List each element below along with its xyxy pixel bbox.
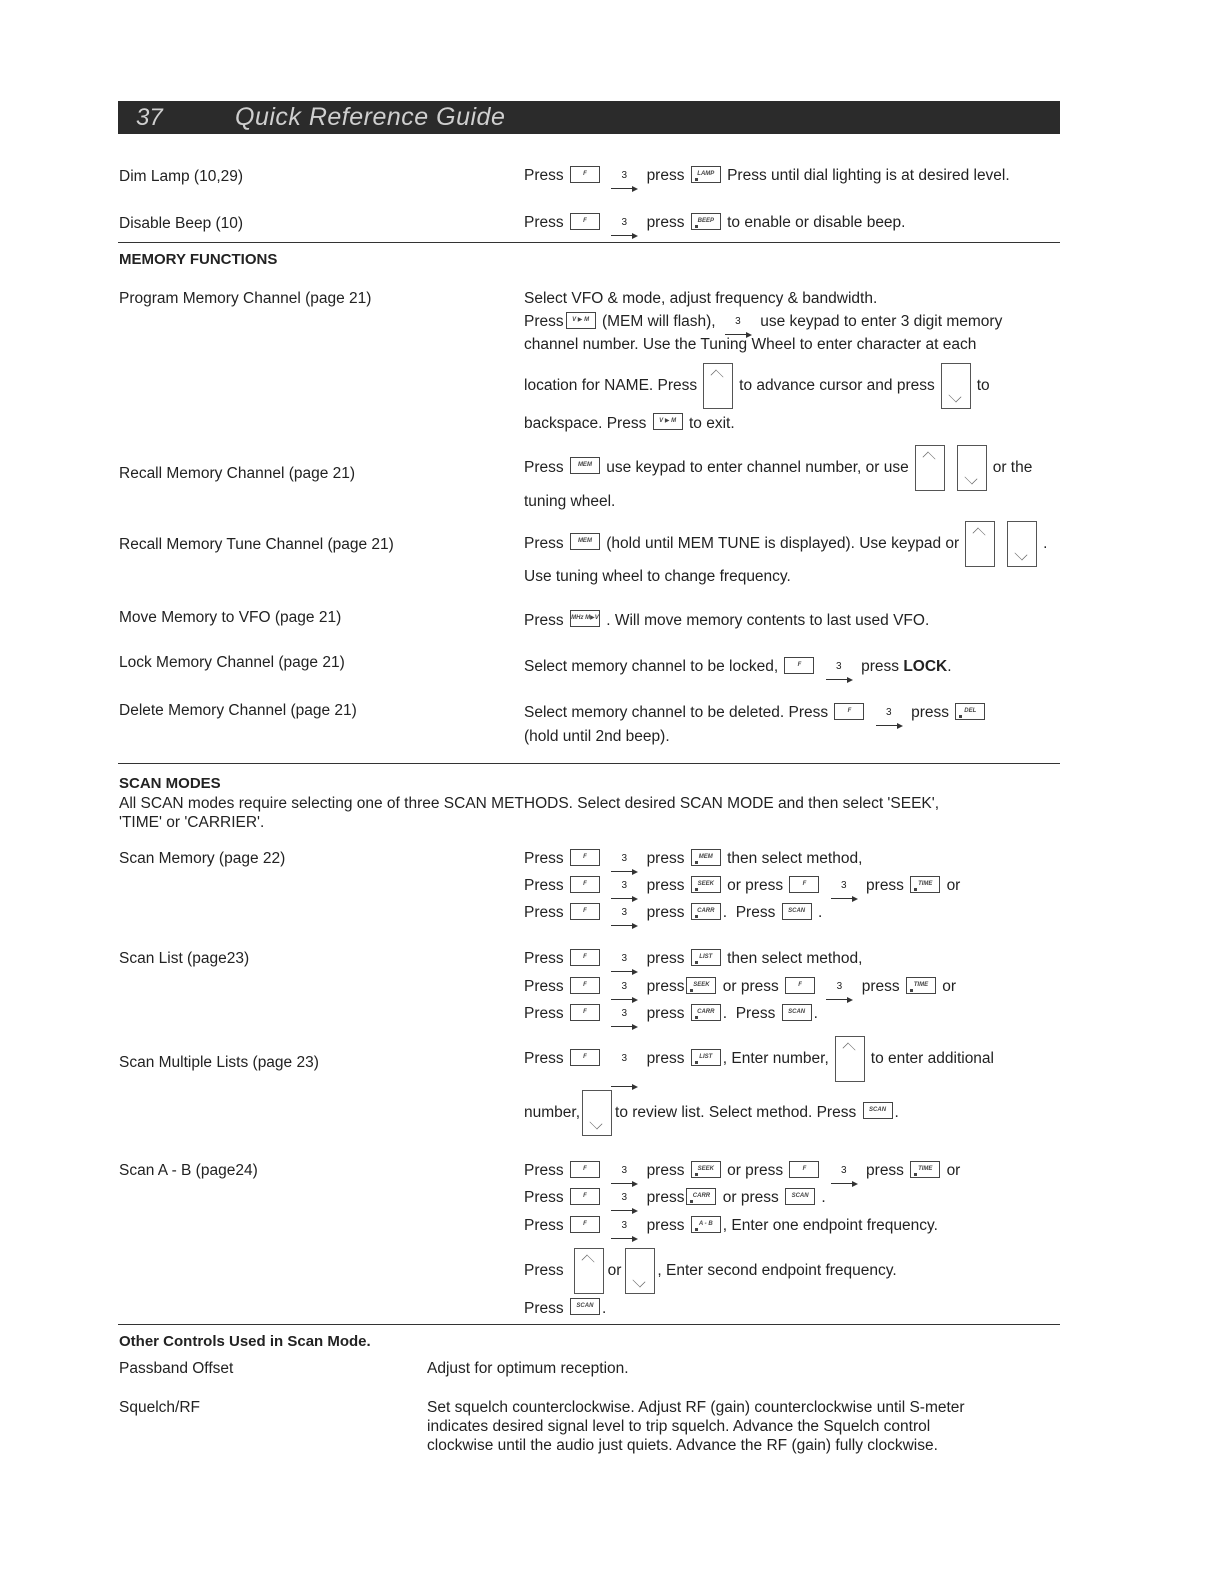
carr-key-icon: CARR [686, 1188, 716, 1205]
carr-key-icon: CARR [691, 903, 721, 920]
f-key-icon: F [570, 903, 600, 920]
section-scan-modes: SCAN MODES [119, 775, 221, 792]
arrow-3-icon: 3 [874, 703, 904, 723]
arrow-3-icon: 3 [609, 1188, 639, 1208]
f-key-icon: F [570, 949, 600, 966]
time-key-icon: TIME [910, 1161, 940, 1178]
list-key-icon: LIST [691, 1049, 721, 1066]
scan-list-line-3: Press F 3 press CARR . Press SCAN . [524, 1005, 818, 1023]
scan-memory-line-2: Press F 3 press SEEK or press F 3 press TIME or [524, 877, 961, 895]
instr-dim-lamp: Press F 3 press LAMP Press until dial lighting is at desired level. [524, 167, 1010, 185]
seek-key-icon: SEEK [686, 977, 716, 994]
arrow-3-icon: 3 [609, 1004, 639, 1024]
instr-delete-memory-2: (hold until 2nd beep). [524, 728, 670, 745]
divider [118, 242, 1060, 243]
scan-key-icon: SCAN [782, 903, 812, 920]
recall-tune-line-2: Use tuning wheel to change frequency. [524, 568, 791, 585]
scan-multi-line-1: Press F 3 press LIST , Enter number, to enter additional [524, 1034, 994, 1084]
arrow-3-icon: 3 [829, 1161, 859, 1181]
f-key-icon: F [570, 1161, 600, 1178]
program-line-1: Select VFO & mode, adjust frequency & bandwidth. [524, 290, 878, 307]
seek-key-icon: SEEK [691, 876, 721, 893]
scan-intro-line-2: 'TIME' or 'CARRIER'. [119, 814, 265, 831]
divider [118, 763, 1060, 764]
instr-delete-memory-1: Select memory channel to be deleted. Press F 3 press DEL [524, 703, 987, 723]
label-scan-memory: Scan Memory (page 22) [119, 850, 286, 867]
arrow-3-icon: 3 [609, 903, 639, 923]
scan-ab-line-4: Press or , Enter second endpoint frequency. [524, 1246, 897, 1296]
arrow-3-icon: 3 [609, 1034, 639, 1084]
seek-key-icon: SEEK [691, 1161, 721, 1178]
up-arrow-key-icon [574, 1248, 604, 1294]
scan-key-icon: SCAN [570, 1298, 600, 1315]
down-arrow-key-icon [957, 445, 987, 491]
v-to-m-key-icon: V ▶ M [566, 312, 596, 329]
beep-key-icon: BEEP [691, 213, 721, 230]
f-key-icon: F [570, 1188, 600, 1205]
scan-ab-line-2: Press F 3 press CARR or press SCAN . [524, 1189, 826, 1207]
label-recall-memory: Recall Memory Channel (page 21) [119, 465, 356, 482]
page-number: 37 [136, 104, 163, 131]
scan-ab-line-5: Press SCAN . [524, 1300, 607, 1317]
f-key-icon: F [570, 1004, 600, 1021]
arrow-3-icon: 3 [609, 876, 639, 896]
instr-lock-memory: Select memory channel to be locked, F 3 press LOCK. [524, 658, 952, 676]
up-arrow-key-icon [965, 521, 995, 567]
page-title: Quick Reference Guide [235, 103, 506, 131]
scan-intro-line-1: All SCAN modes require selecting one of three SCAN METHODS. Select desired SCAN MODE and then select 'SEEK', [119, 795, 940, 812]
scan-key-icon: SCAN [782, 1004, 812, 1021]
recall-tune-line-1: Press MEM (hold until MEM TUNE is displayed). Use keypad or . [524, 519, 1047, 569]
instr-move-memory: Press MHz M▶V . Will move memory contents to last used VFO. [524, 612, 930, 629]
program-line-2: Press V ▶ M (MEM will flash), 3 use keypad to enter 3 digit memory [524, 313, 1003, 331]
label-scan-list: Scan List (page23) [119, 950, 250, 967]
v-to-m-key-icon: V ▶ M [653, 413, 683, 430]
label-dim-lamp: Dim Lamp (10,29) [119, 168, 244, 185]
del-key-icon: DEL [955, 703, 985, 720]
label-scan-ab: Scan A - B (page24) [119, 1162, 258, 1179]
down-arrow-key-icon [625, 1248, 655, 1294]
label-disable-beep: Disable Beep (10) [119, 215, 244, 232]
list-key-icon: LIST [691, 949, 721, 966]
f-key-icon: F [570, 1216, 600, 1233]
f-key-icon: F [834, 703, 864, 720]
label-move-memory: Move Memory to VFO (page 21) [119, 609, 342, 626]
page-header [118, 101, 1060, 134]
label-delete-memory: Delete Memory Channel (page 21) [119, 702, 357, 719]
label-program-memory: Program Memory Channel (page 21) [119, 290, 372, 307]
label-passband: Passband Offset [119, 1360, 234, 1377]
program-line-4: location for NAME. Press to advance cursor and press to [524, 362, 990, 410]
squelch-line-3: clockwise until the audio just quiets. Advance the RF (gain) fully clockwise. [427, 1437, 938, 1454]
f-key-icon: F [785, 977, 815, 994]
section-memory-functions: MEMORY FUNCTIONS [119, 251, 278, 268]
scan-ab-line-1: Press F 3 press SEEK or press F 3 press TIME or [524, 1162, 961, 1180]
down-arrow-key-icon [941, 363, 971, 409]
lamp-key-icon: LAMP [691, 166, 721, 183]
up-arrow-key-icon [835, 1036, 865, 1082]
f-key-icon: F [784, 657, 814, 674]
down-arrow-key-icon [582, 1090, 612, 1136]
scan-key-icon: SCAN [785, 1188, 815, 1205]
arrow-3-icon: 3 [609, 977, 639, 997]
arrow-3-icon: 3 [609, 849, 639, 869]
squelch-line-2: indicates desired signal level to trip squelch. Advance the Squelch control [427, 1418, 931, 1435]
divider [118, 1324, 1060, 1325]
scan-key-icon: SCAN [863, 1102, 893, 1119]
passband-text: Adjust for optimum reception. [427, 1360, 629, 1377]
scan-list-line-1: Press F 3 press LIST then select method, [524, 950, 863, 968]
up-arrow-key-icon [703, 363, 733, 409]
scan-list-line-2: Press F 3 press SEEK or press F 3 press TIME or [524, 978, 957, 996]
scan-memory-line-1: Press F 3 press MEM then select method, [524, 850, 863, 868]
label-squelch: Squelch/RF [119, 1399, 200, 1416]
scan-ab-line-3: Press F 3 press A - B , Enter one endpoint frequency. [524, 1217, 938, 1235]
mhz-key-icon: MHz M▶V [570, 610, 600, 627]
f-key-icon: F [570, 849, 600, 866]
arrow-3-icon: 3 [824, 657, 854, 677]
program-line-3: channel number. Use the Tuning Wheel to enter character at each [524, 336, 977, 353]
arrow-3-icon: 3 [723, 312, 753, 332]
mem-key-icon: MEM [570, 533, 600, 550]
recall-line-1: Press MEM use keypad to enter channel number, or use or the [524, 443, 1032, 493]
f-key-icon: F [570, 166, 600, 183]
arrow-3-icon: 3 [609, 166, 639, 186]
f-key-icon: F [789, 1161, 819, 1178]
section-other-controls: Other Controls Used in Scan Mode. [119, 1333, 371, 1350]
carr-key-icon: CARR [691, 1004, 721, 1021]
arrow-3-icon: 3 [829, 876, 859, 896]
f-key-icon: F [570, 876, 600, 893]
label-lock-memory: Lock Memory Channel (page 21) [119, 654, 345, 671]
recall-line-2: tuning wheel. [524, 493, 616, 510]
time-key-icon: TIME [906, 977, 936, 994]
arrow-3-icon: 3 [609, 1216, 639, 1236]
time-key-icon: TIME [910, 876, 940, 893]
mem-key-icon: MEM [570, 457, 600, 474]
arrow-3-icon: 3 [824, 977, 854, 997]
f-key-icon: F [570, 977, 600, 994]
a-b-key-icon: A - B [691, 1216, 721, 1233]
squelch-line-1: Set squelch counterclockwise. Adjust RF (gain) counterclockwise until S-meter [427, 1399, 965, 1416]
mem-key-icon: MEM [691, 849, 721, 866]
scan-multi-line-2: number, to review list. Select method. Press SCAN . [524, 1088, 899, 1138]
up-arrow-key-icon [915, 445, 945, 491]
instr-disable-beep: Press F 3 press BEEP to enable or disable beep. [524, 214, 906, 232]
program-line-5: backspace. Press V ▶ M to exit. [524, 415, 735, 432]
scan-memory-line-3: Press F 3 press CARR . Press SCAN . [524, 904, 823, 922]
label-recall-memory-tune: Recall Memory Tune Channel (page 21) [119, 536, 394, 553]
down-arrow-key-icon [1007, 521, 1037, 567]
f-key-icon: F [789, 876, 819, 893]
arrow-3-icon: 3 [609, 1161, 639, 1181]
arrow-3-icon: 3 [609, 949, 639, 969]
f-key-icon: F [570, 213, 600, 230]
label-scan-multi: Scan Multiple Lists (page 23) [119, 1054, 319, 1071]
f-key-icon: F [570, 1049, 600, 1066]
arrow-3-icon: 3 [609, 213, 639, 233]
